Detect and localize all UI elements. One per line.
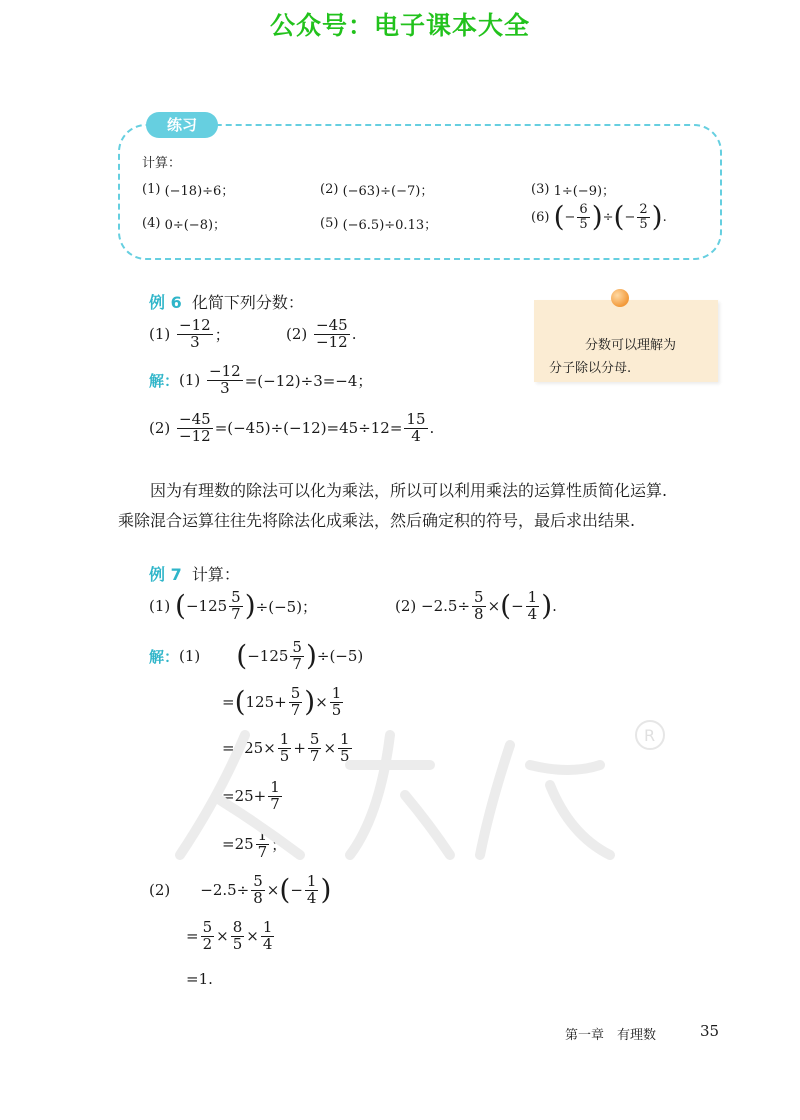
frac-den: 5	[340, 746, 350, 765]
operator: ×	[266, 881, 280, 900]
frac-den: 4	[262, 934, 273, 953]
frac-den: 7	[257, 842, 268, 861]
example6-q1	[149, 318, 230, 351]
frac-num: 2	[639, 202, 648, 217]
solution-expr: =125×	[222, 739, 276, 758]
example7-solution-1-line-1: 解： (1) ( −125 $\frac{5}{7}$ ) ÷(−5)	[149, 638, 364, 673]
question-label: (1)	[179, 371, 201, 390]
mixed-whole: −125	[185, 597, 228, 616]
operator: =	[222, 693, 235, 712]
frac-num: 6	[579, 202, 588, 217]
footer-chapter: 第一章 有理数	[565, 1028, 657, 1043]
solution-expr: =(−12)÷3=−4；	[244, 371, 373, 390]
frac-num: 5	[253, 872, 263, 890]
paragraph-line-2: 乘除混合运算往往先将除法化成乘法，然后确定积的符号，最后求出结果.	[118, 511, 636, 530]
example7-q1: (1) ( −125 $\frac{5}{7}$ ) ÷(−5)；	[149, 588, 318, 623]
practice-tag: 练习	[146, 112, 218, 138]
frac-num: −12	[209, 362, 241, 380]
frac-den: 5	[279, 746, 290, 765]
frac-den: 7	[290, 700, 301, 719]
practice-item-label: (2)	[320, 182, 339, 197]
frac-num: −45	[316, 316, 348, 334]
frac-num: 1	[527, 588, 538, 606]
practice-item-expr: (−18)÷6；	[164, 184, 235, 199]
question-label: (2)	[395, 597, 417, 616]
frac-num: 5	[231, 588, 241, 606]
question-label: (2)	[286, 325, 308, 344]
operator: ×	[487, 597, 501, 616]
punct: ；	[271, 835, 287, 854]
operator: ×	[323, 739, 337, 758]
operator: +	[293, 739, 306, 758]
frac-den: 5	[232, 934, 243, 953]
question-label: (1)	[149, 325, 171, 344]
frac-den: 7	[231, 604, 241, 623]
practice-item-label: (3)	[531, 182, 550, 197]
practice-item-5	[320, 214, 437, 233]
frac-num: 1	[340, 730, 350, 748]
paragraph-line-1: 因为有理数的除法可以化为乘法，所以可以利用乘法的运算性质简化运算.	[150, 481, 668, 500]
example6-q2	[286, 318, 356, 351]
practice-intro: 计算：	[142, 156, 182, 171]
solution-expr: −2.5÷	[200, 881, 250, 900]
frac-num: −45	[179, 410, 211, 428]
frac-den: 7	[270, 794, 280, 813]
frac-num: 5	[290, 684, 301, 702]
note-line-1: 分数可以理解为	[585, 338, 677, 353]
frac-den: −12	[316, 332, 348, 351]
operator: =	[186, 927, 199, 946]
frac-den: 3	[190, 332, 200, 351]
practice-item-expr: 0÷(−8)；	[164, 218, 227, 233]
frac-den: 2	[202, 934, 213, 953]
solution-label: 解：	[149, 647, 180, 666]
example7-solution-2-line-3: =1.	[186, 970, 213, 988]
operator: ×	[315, 693, 328, 712]
practice-item-3	[531, 180, 615, 199]
example7-heading	[149, 562, 240, 585]
frac-num: 5	[474, 588, 484, 606]
punct: ；	[214, 325, 230, 344]
frac-den: 5	[331, 700, 342, 719]
practice-item-label: (6)	[531, 209, 550, 225]
mixed-whole: −125	[247, 647, 289, 666]
example6-label: 例 6	[149, 293, 182, 312]
frac-den: 4	[527, 604, 538, 623]
frac-num: 15	[406, 410, 426, 428]
frac-num: 1	[262, 918, 273, 936]
svg-text:R: R	[644, 726, 656, 745]
example7-solution-1-line-2: = ( 125+ $\frac{5}{7}$ ) × $\frac{1}{5}$	[222, 684, 342, 719]
practice-item-expr: (−6.5)÷0.13；	[342, 218, 438, 233]
example7-q2: (2) −2.5÷ $\frac{5}{8}$ × ( − $\frac{1}{4}$ ) .	[395, 588, 557, 623]
question-expr: ÷(−5)；	[255, 597, 318, 616]
question-label: (1)	[149, 597, 171, 616]
punct: .	[552, 597, 557, 616]
frac-num: 5	[292, 638, 302, 656]
frac-num: 1	[306, 872, 317, 890]
frac-den: 5	[579, 216, 588, 232]
question-expr: −2.5÷	[421, 597, 471, 616]
frac-den: 7	[292, 654, 302, 673]
operator: ×	[216, 927, 229, 946]
frac-den: 8	[253, 888, 263, 907]
example7-title: 计算：	[191, 565, 240, 584]
pushpin-icon	[611, 289, 629, 307]
solution-expr: =(−45)÷(−12)=45÷12=	[214, 419, 403, 438]
practice-item-expr: (−63)÷(−7)；	[342, 184, 434, 199]
practice-item-6: (6) ( − $\frac{6}{5}$ ) ÷ ( − $\frac{2}{5}$ ) .	[531, 200, 667, 234]
frac-den: 4	[306, 888, 317, 907]
frac-den: 3	[220, 378, 230, 397]
question-label: (2)	[149, 881, 171, 900]
example6-solution-2	[149, 412, 434, 445]
practice-item-4	[142, 214, 226, 233]
frac-num: −12	[179, 316, 211, 334]
question-label: (2)	[149, 419, 171, 438]
frac-num: 1	[279, 730, 290, 748]
practice-item-1	[142, 180, 234, 199]
frac-num: 5	[202, 918, 213, 936]
solution-expr: ÷(−5)	[316, 647, 364, 666]
practice-item-label: (5)	[320, 216, 339, 231]
frac-den: 7	[309, 746, 320, 765]
frac-num: 8	[232, 918, 243, 936]
frac-num: 1	[331, 684, 342, 702]
frac-den: −12	[179, 426, 211, 445]
frac-num: 5	[309, 730, 320, 748]
operator: ×	[246, 927, 259, 946]
example7-solution-2-line-2	[186, 920, 276, 953]
punct: .	[351, 325, 357, 344]
frac-den: 8	[474, 604, 484, 623]
example7-solution-2-line-1: (2) −2.5÷ $\frac{5}{8}$ × ( − $\frac{1}{4}$ )	[149, 872, 332, 907]
solution-expr: =25+	[222, 787, 267, 806]
solution-expr: =25	[222, 835, 254, 854]
example6-title: 化简下列分数：	[191, 293, 304, 312]
practice-item-label: (1)	[142, 182, 161, 197]
note-line-2: 分子除以分母.	[549, 361, 632, 376]
punct: .	[429, 419, 435, 438]
practice-item-expr: 1÷(−9)；	[553, 184, 616, 199]
frac-num: 1	[270, 778, 280, 796]
page-number: 35	[700, 1022, 720, 1040]
practice-item-2	[320, 180, 433, 199]
frac-den: 5	[639, 216, 648, 232]
example7-label: 例 7	[149, 565, 182, 584]
frac-den: 4	[411, 426, 421, 445]
question-label: (1)	[179, 647, 201, 666]
solution-label: 解：	[149, 371, 180, 390]
practice-item-label: (4)	[142, 216, 161, 231]
frac-num: 1	[257, 826, 268, 844]
header-banner: 公众号：电子课本大全	[269, 11, 530, 40]
example6-heading	[149, 290, 304, 313]
solution-expr: 125+	[245, 693, 287, 712]
example6-solution-1	[149, 364, 372, 397]
